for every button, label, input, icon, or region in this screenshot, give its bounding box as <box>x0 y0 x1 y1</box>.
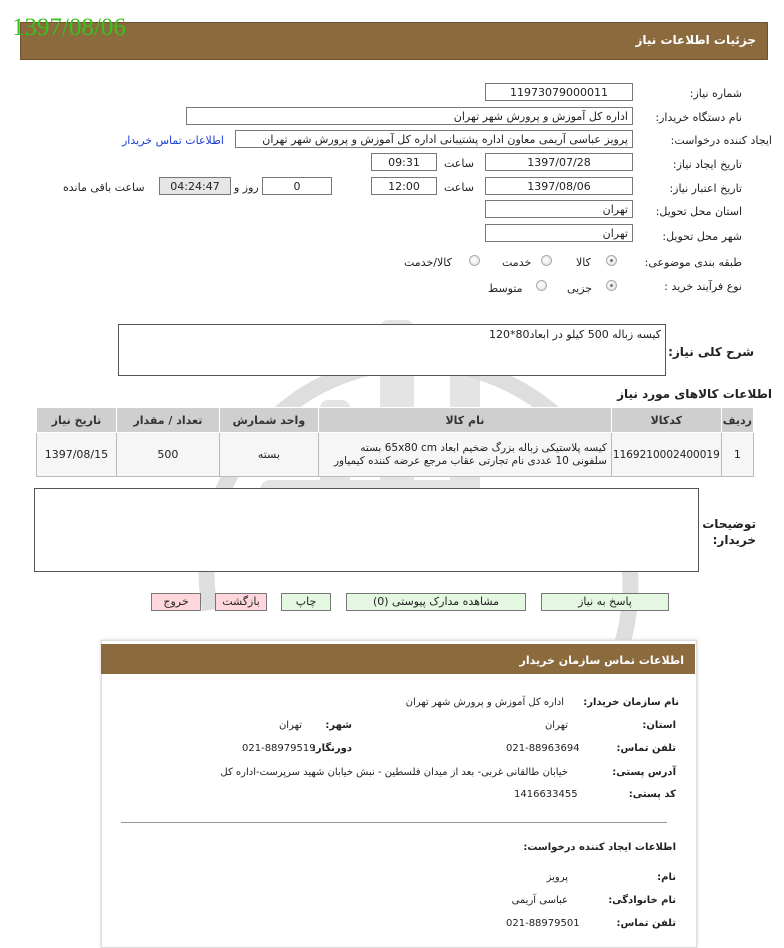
card-divider <box>121 822 667 823</box>
card-city-label: شهر: <box>325 720 352 731</box>
category-radio-goods-service[interactable] <box>469 255 480 266</box>
reply-button[interactable]: پاسخ به نیاز <box>541 593 669 611</box>
col-row: ردیف <box>721 408 753 433</box>
buyer-notes-textbox[interactable] <box>34 488 699 572</box>
city-label: شهر محل تحویل: <box>662 230 742 243</box>
cell-qty: 500 <box>116 433 219 477</box>
summary-label: شرح کلی نیاز: <box>668 345 754 359</box>
remaining-label: ساعت باقی مانده <box>63 181 145 194</box>
date-stamp: 1397/08/06 <box>12 14 126 41</box>
creator-last-name-label: نام خانوادگی: <box>608 895 676 906</box>
summary-textbox[interactable]: کیسه زباله 500 کیلو در ابعاد80*120 <box>118 324 666 376</box>
col-qty: تعداد / مقدار <box>116 408 219 433</box>
card-org: اداره کل آموزش و پرورش شهر تهران <box>405 697 564 708</box>
card-address: خیابان طالقانی غربی- بعد از میدان فلسطین - نبش خیابان شهید سرپرست-اداره کل <box>220 767 568 778</box>
process-option-minor: جزیی <box>567 282 593 295</box>
table-row <box>37 433 754 477</box>
card-postal: 1416633455 <box>514 789 578 800</box>
card-phone: 021-88963694 <box>506 743 580 754</box>
card-province: تهران <box>544 720 568 731</box>
cell-row: 1 <box>721 433 753 477</box>
contact-card-title: اطلاعات تماس سازمان خریدار <box>519 654 684 667</box>
cell-unit: بسته <box>219 433 318 477</box>
card-phone-label: تلفن تماس: <box>616 743 676 754</box>
buyer-notes-label: توضیحات خریدار: <box>702 517 756 547</box>
remaining-time-field[interactable]: 04:24:47 <box>159 177 231 195</box>
creator-phone: 021-88979501 <box>506 918 580 929</box>
need-number-label: شماره نیاز: <box>689 87 742 100</box>
process-radio-medium[interactable] <box>536 280 547 291</box>
remaining-days-field[interactable]: 0 <box>262 177 332 195</box>
creator-first-name-label: نام: <box>657 872 676 883</box>
need-number-field[interactable]: 11973079000011 <box>485 83 633 101</box>
creator-last-name: عباسی آریمی <box>511 895 568 906</box>
page-title: جزئیات اطلاعات نیاز <box>635 33 756 47</box>
card-org-label: نام سازمان خریدار: <box>583 697 679 708</box>
city-field[interactable]: تهران <box>485 224 633 242</box>
category-radio-service[interactable] <box>541 255 552 266</box>
col-code: کدکالا <box>611 408 721 433</box>
exit-button[interactable]: خروج <box>151 593 201 611</box>
category-option-service: خدمت <box>502 256 532 269</box>
process-label: نوع فرآیند خرید : <box>664 280 742 293</box>
deadline-date-field[interactable]: 1397/08/06 <box>485 177 633 195</box>
buyer-contact-link[interactable]: اطلاعات تماس خریدار <box>122 134 224 147</box>
card-fax: 021-88979519 <box>242 743 316 754</box>
province-label: استان محل تحویل: <box>655 205 742 218</box>
card-postal-label: کد پستی: <box>628 789 676 800</box>
created-date-field[interactable]: 1397/07/28 <box>485 153 633 171</box>
requester-label: ایجاد کننده درخواست: <box>670 134 772 147</box>
category-radio-goods[interactable] <box>606 255 617 266</box>
cell-date: 1397/08/15 <box>37 433 117 477</box>
buyer-org-label: نام دستگاه خریدار: <box>655 111 742 124</box>
col-date: تاریخ نیاز <box>37 408 117 433</box>
process-option-medium: متوسط <box>488 282 523 295</box>
created-time-field[interactable]: 09:31 <box>371 153 437 171</box>
buyer-org-field[interactable]: اداره کل آموزش و پرورش شهر تهران <box>186 107 633 125</box>
category-option-goods-service: کالا/خدمت <box>404 256 452 269</box>
items-section-title: اطلاعات کالاهای مورد نیاز <box>617 387 772 401</box>
created-date-label: تاریخ ایجاد نیاز: <box>672 158 742 171</box>
card-city: تهران <box>278 720 302 731</box>
category-option-goods: کالا <box>576 256 591 269</box>
created-time-label: ساعت <box>444 157 474 170</box>
deadline-time-label: ساعت <box>444 181 474 194</box>
province-field[interactable]: تهران <box>485 200 633 218</box>
process-radio-minor[interactable] <box>606 280 617 291</box>
back-button[interactable]: بازگشت <box>215 593 267 611</box>
creator-phone-label: تلفن تماس: <box>616 918 676 929</box>
category-label: طبقه بندی موضوعی: <box>644 256 742 269</box>
col-name: نام کالا <box>318 408 611 433</box>
creator-section-title: اطلاعات ایجاد کننده درخواست: <box>523 842 676 853</box>
print-button[interactable]: چاپ <box>281 593 331 611</box>
days-label: روز و <box>234 181 259 194</box>
deadline-time-field[interactable]: 12:00 <box>371 177 437 195</box>
attachments-button[interactable]: مشاهده مدارک پیوستی (0) <box>346 593 526 611</box>
col-unit: واحد شمارش <box>219 408 318 433</box>
card-fax-label: دورنگار: <box>311 743 352 754</box>
cell-name: کیسه پلاستیکی زباله بزرگ ضخیم ابعاد 65x80 cm بسته سلفونی 10 عددی نام تجارتی عقاب مرجع عرضه کننده کیمیاور <box>318 433 611 477</box>
cell-code: 1169210002400019 <box>611 433 721 477</box>
card-province-label: استان: <box>642 720 676 731</box>
card-address-label: آدرس پستی: <box>612 767 676 778</box>
deadline-label: تاریخ اعتبار نیاز: <box>669 182 742 195</box>
requester-field[interactable]: پرویز عباسی آریمی معاون اداره پشتیبانی اداره کل آموزش و پرورش شهر تهران <box>235 130 633 148</box>
items-table <box>36 407 754 477</box>
creator-first-name: پرویز <box>546 872 568 883</box>
